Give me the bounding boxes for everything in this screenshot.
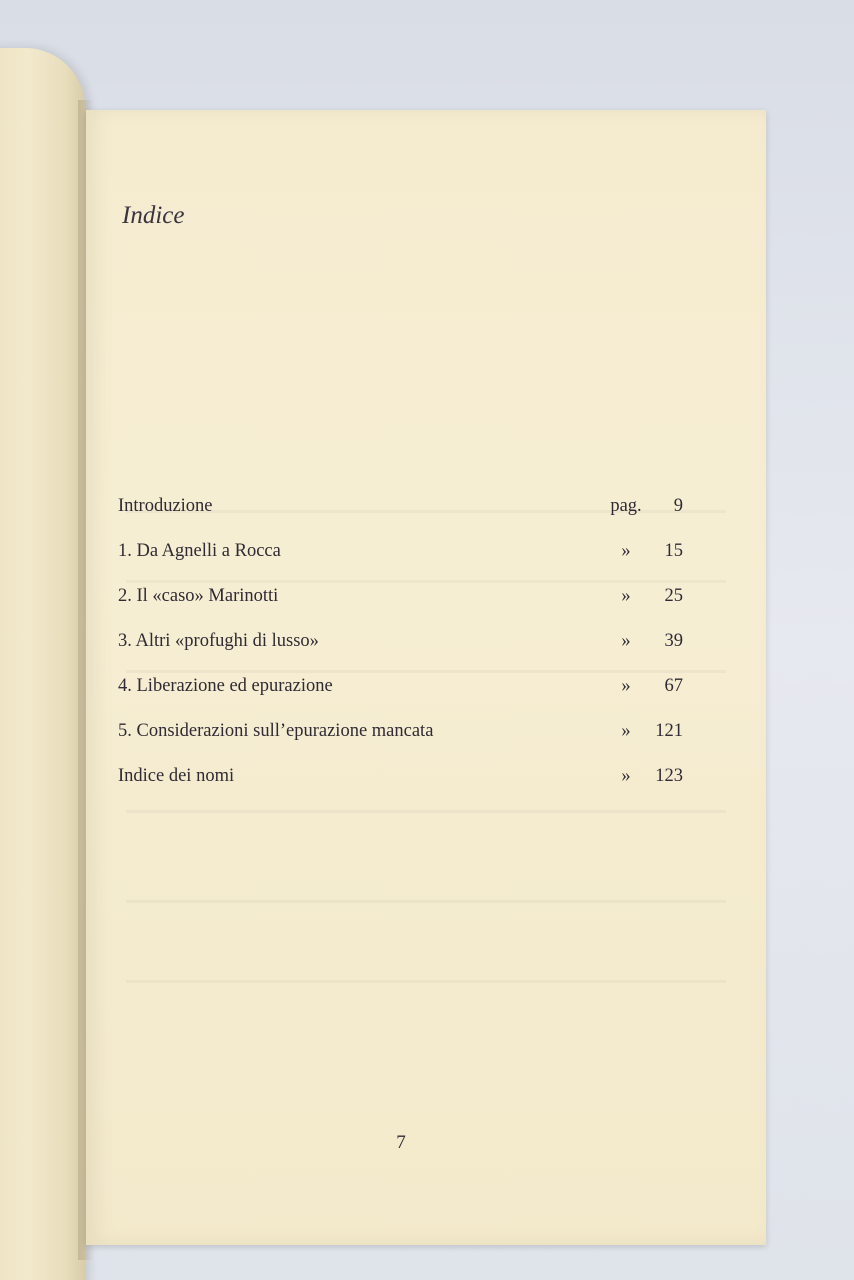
toc-entry-page-number: 121 [655,721,683,741]
table-of-contents [118,494,683,809]
toc-entry-page-marker: » [621,676,631,696]
toc-entry [118,539,683,584]
book-page [86,110,766,1245]
toc-entry-title: 3. Altri «profughi di lusso» [118,631,319,651]
toc-entry-title: 5. Considerazioni sull’epurazione mancata [118,721,434,741]
toc-entry-page-number: 9 [673,496,683,516]
show-through-line [126,980,726,983]
toc-entry-page-marker: » [621,766,631,786]
toc-entry-page-number: 25 [664,586,683,606]
toc-entry [118,584,683,629]
toc-entry-page-number: 67 [664,676,683,696]
page-title: Indice [122,202,185,229]
toc-entry-page-marker: » [621,721,631,741]
toc-entry-page-marker: » [621,631,631,651]
toc-entry-page-marker: pag. [610,496,642,516]
toc-entry [118,674,683,719]
toc-entry-page-number: 39 [664,631,683,651]
toc-entry-title: 4. Liberazione ed epurazione [118,676,333,696]
page-number: 7 [396,1132,406,1153]
toc-entry-page-number: 15 [664,541,683,561]
toc-entry [118,629,683,674]
toc-entry-title: 2. Il «caso» Marinotti [118,586,279,606]
toc-entry-page-marker: » [621,586,631,606]
toc-entry [118,764,683,809]
toc-entry-page-marker: » [621,541,631,561]
toc-entry [118,719,683,764]
left-page-edge [0,48,85,1280]
toc-entry [118,494,683,539]
toc-entry-title: 1. Da Agnelli a Rocca [118,541,281,561]
show-through-line [126,900,726,903]
toc-entry-title: Introduzione [118,496,213,516]
toc-entry-page-number: 123 [655,766,683,786]
show-through-line [126,810,726,813]
toc-entry-title: Indice dei nomi [118,766,235,786]
